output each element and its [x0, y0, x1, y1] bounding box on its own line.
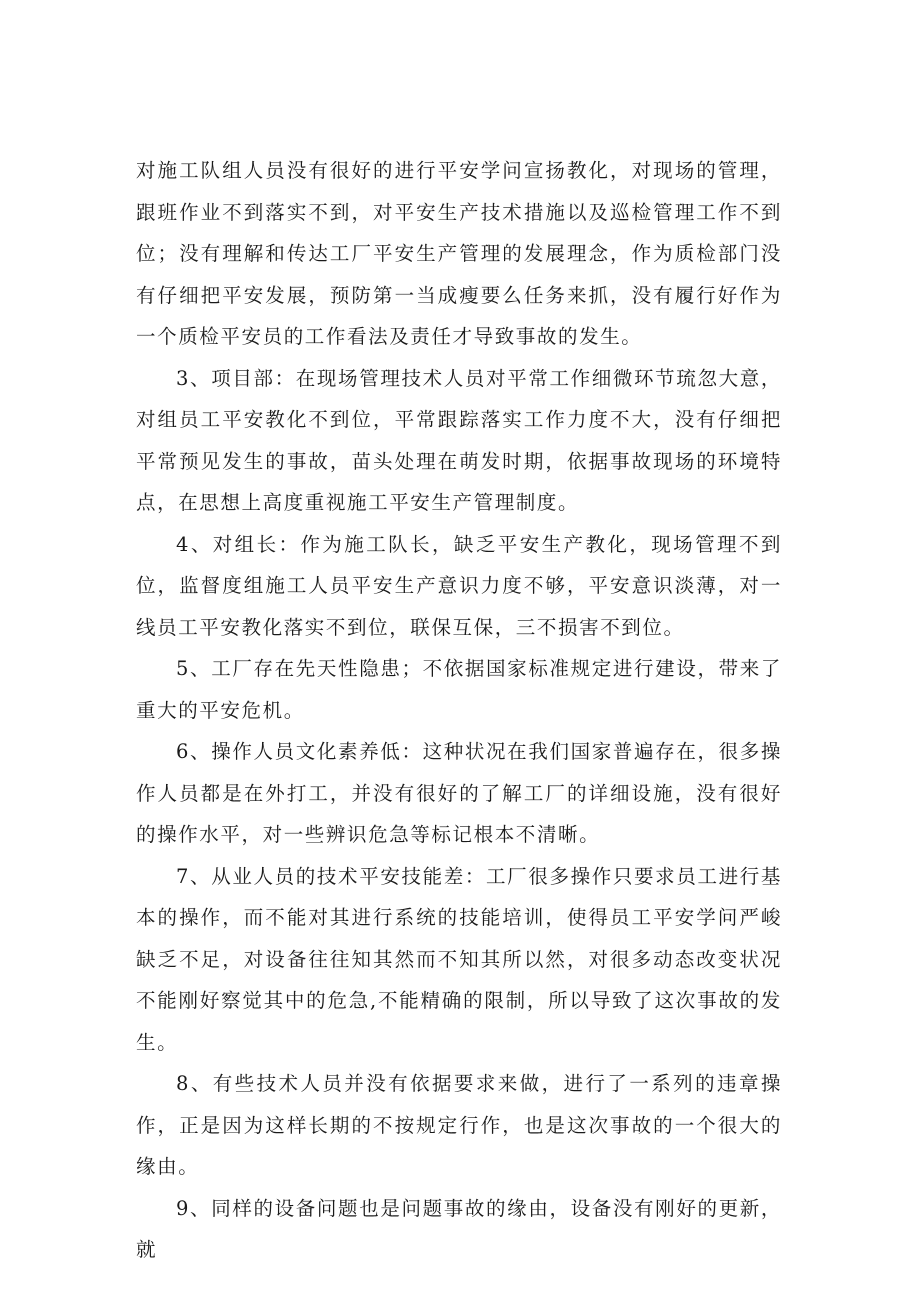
paragraph-item-8: 8、有些技术人员并没有依据要求来做，进行了一系列的违章操作，正是因为这样长期的不按规定行作，也是这次事故的一个很大的缘由。 — [136, 1072, 782, 1178]
document-body — [136, 150, 782, 1271]
paragraph-item-7: 7、从业人员的技术平安技能差：工厂很多操作只要求员工进行基本的操作，而不能对其进行系统的技能培训，使得员工平安学问严峻缺乏不足，对设备往往知其然而不知其所以然，对很多动态改变状况不能刚好察觉其中的危急,不能精确的限制，所以导致了这次事故的发生。 — [136, 864, 782, 1054]
paragraph-item-4: 4、对组长：作为施工队长，缺乏平安生产教化，现场管理不到位，监督度组施工人员平安生产意识力度不够，平安意识淡薄，对一线员工平安教化落实不到位，联保互保，三不损害不到位。 — [136, 532, 782, 639]
paragraph-continuation: 对施工队组人员没有很好的进行平安学问宣扬教化，对现场的管理，跟班作业不到落实不到，对平安生产技术措施以及巡检管理工作不到位；没有理解和传达工厂平安生产管理的发展理念，作为质检部门没有仔细把平安发展，预防第一当成瘦要么任务来抓，没有履行好作为一个质检平安员的工作看法及责任才导致事故的发生。 — [136, 159, 782, 348]
paragraph-item-6: 6、操作人员文化素养低：这种状况在我们国家普遍存在，很多操作人员都是在外打工，并没有很好的了解工厂的详细设施，没有很好的操作水平，对一些辨识危急等标记根本不清晰。 — [136, 740, 782, 846]
paragraph-item-3: 3、项目部：在现场管理技术人员对平常工作细微环节琉忽大意，对组员工平安教化不到位，平常跟踪落实工作力度不大，没有仔细把平常预见发生的事故，苗头处理在萌发时期，依据事故现场的环境特点，在思想上高度重视施工平安生产管理制度。 — [136, 366, 782, 514]
paragraph-item-5: 5、工厂存在先天性隐患；不依据国家标准规定进行建设，带来了重大的平安危机。 — [136, 657, 782, 722]
paragraph-item-9: 9、同样的设备问题也是问题事故的缘由，设备没有刚好的更新，就 — [136, 1196, 782, 1261]
